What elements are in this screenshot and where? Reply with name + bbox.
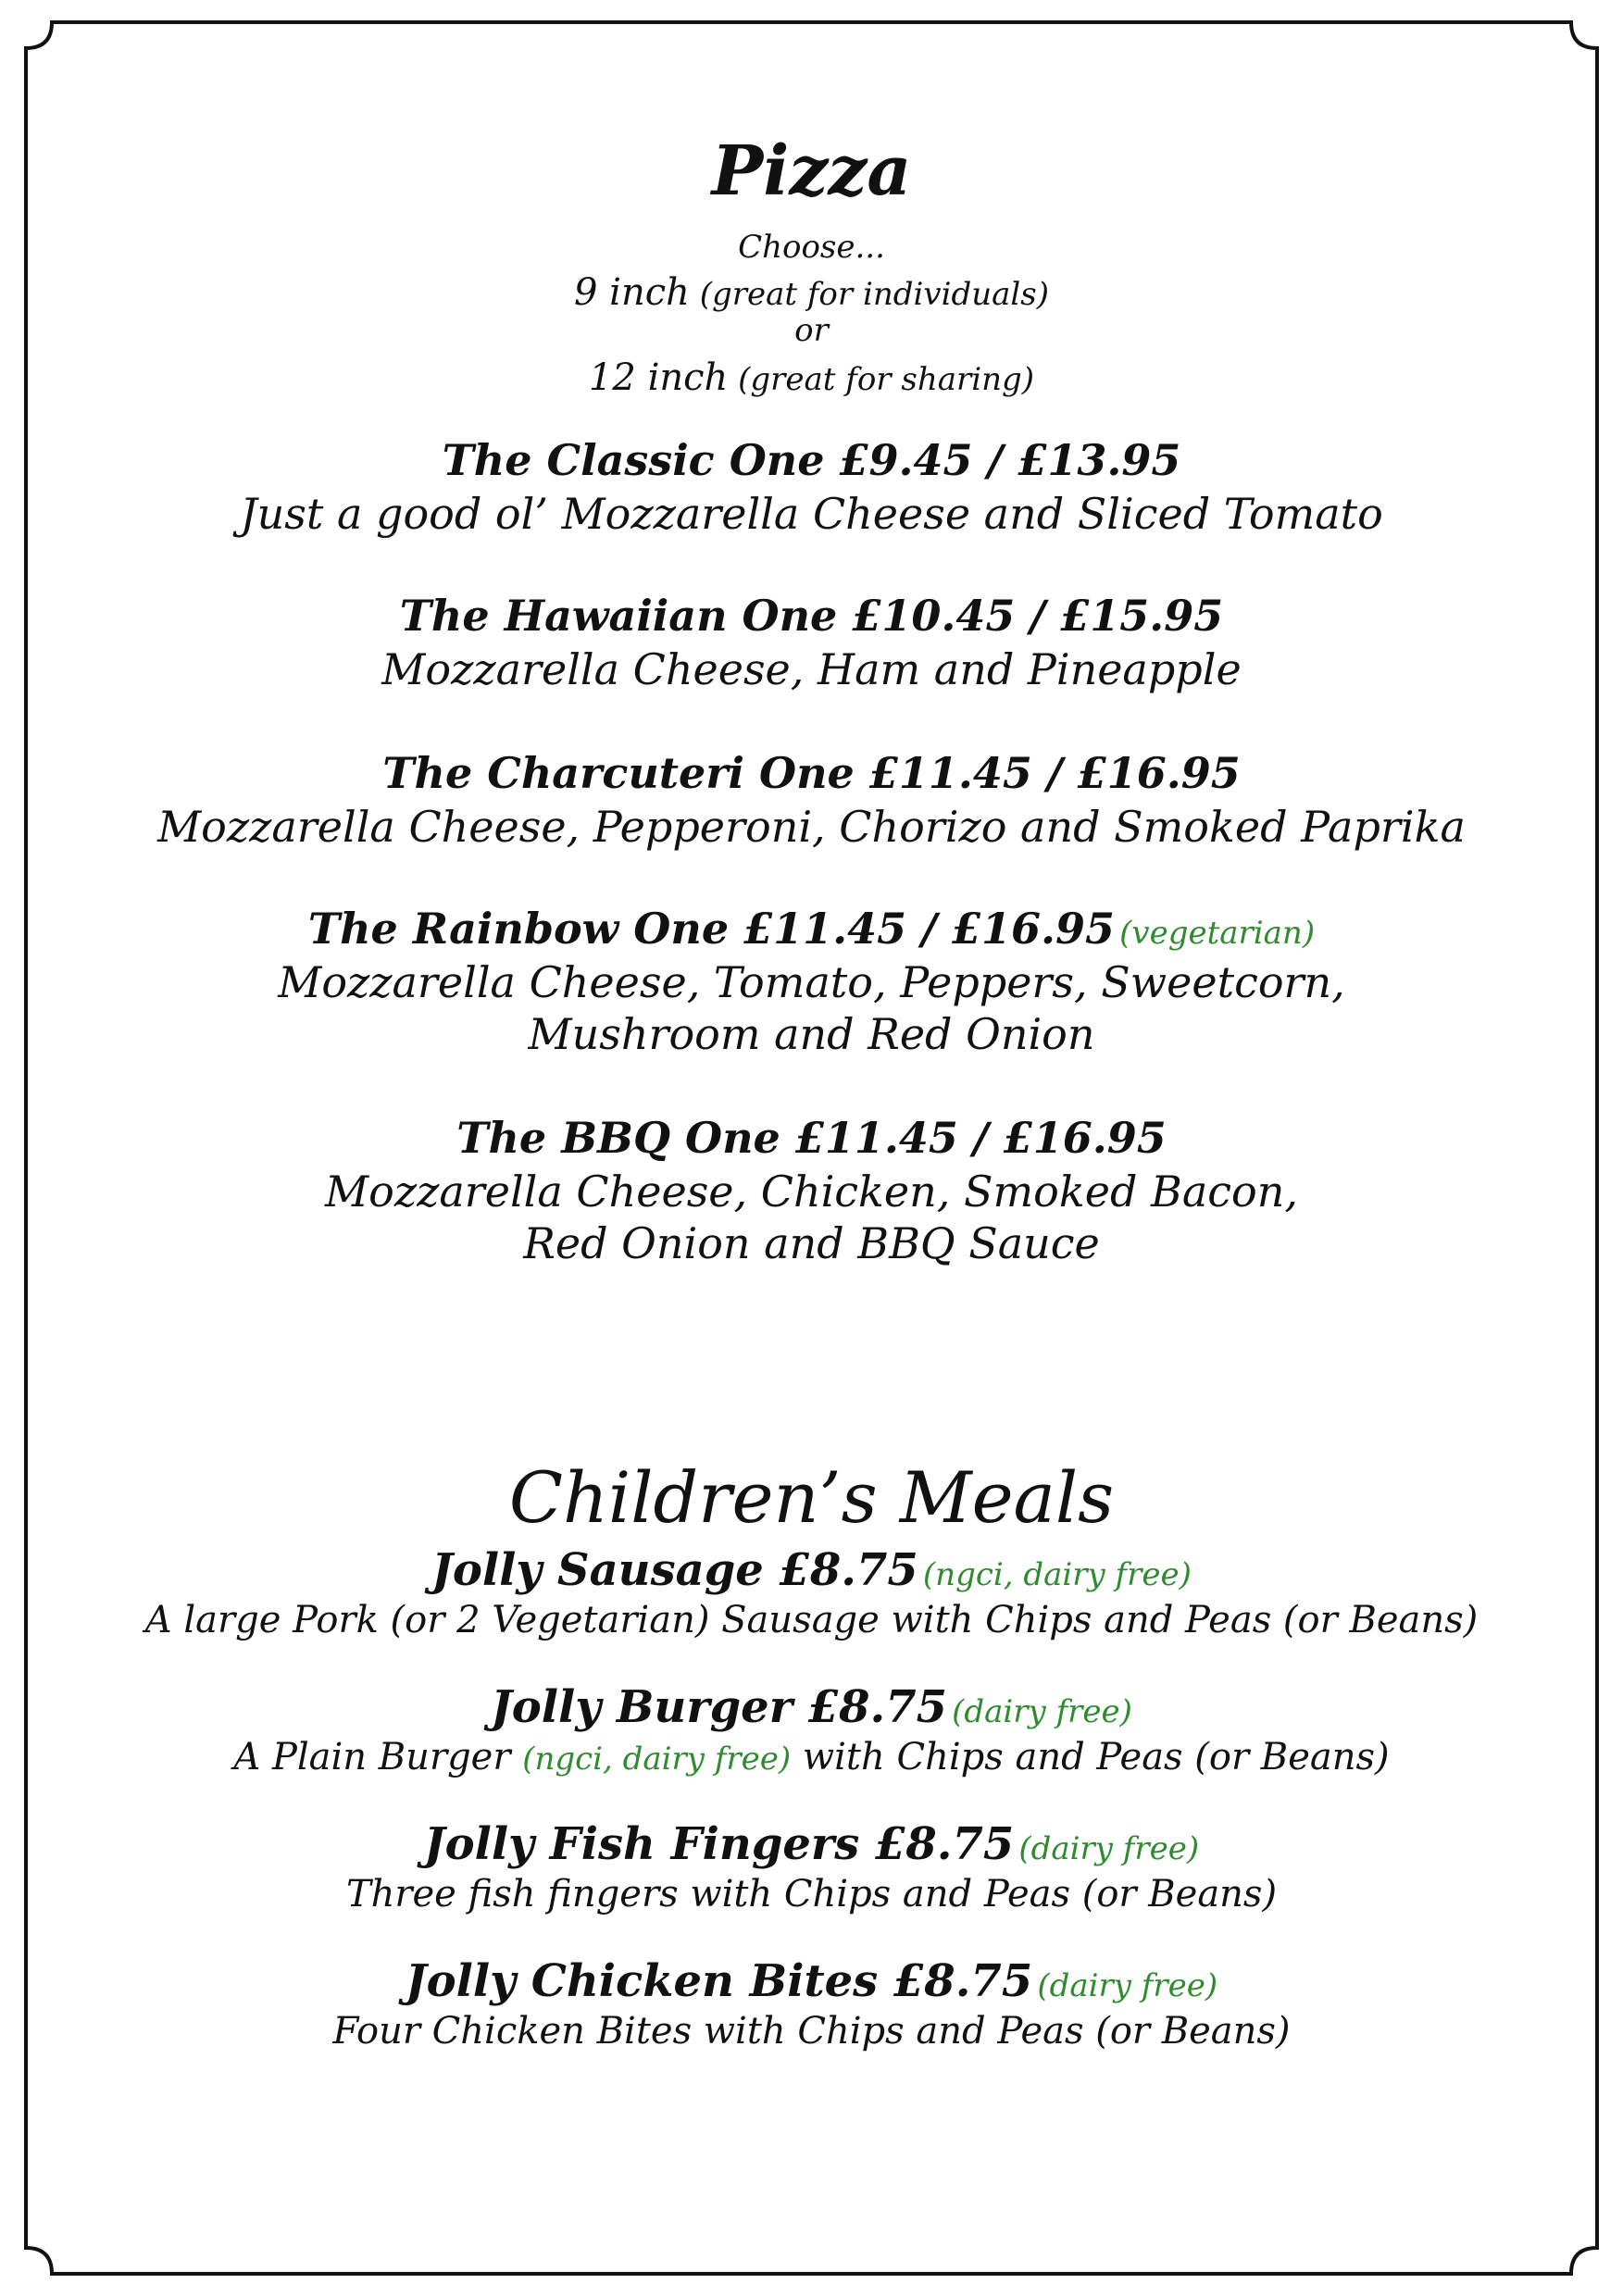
dietary-note: (ngci, dairy free): [922, 1556, 1192, 1593]
dietary-note: (dairy free): [1018, 1830, 1200, 1867]
kids-item-desc: [0, 1736, 1623, 1778]
size-small-label: 9 inch: [574, 271, 690, 314]
dietary-note: (dairy free): [1037, 1967, 1218, 2004]
pizza-item-desc: Mozzarella Cheese, Pepperoni, Chorizo and Smoked Paprika: [157, 802, 1466, 852]
kids-item-desc: Three fish fingers with Chips and Peas (or Beans): [345, 1873, 1278, 1915]
pizza-item-header: [0, 904, 1623, 954]
pizza-item-name: The Hawaiian One £10.45 / £15.95: [399, 591, 1224, 641]
children-section-title: Children’s Meals: [508, 1456, 1115, 1539]
pizza-item-desc: Just a good ol’ Mozzarella Cheese and Sliced Tomato: [240, 489, 1383, 539]
pizza-intro-or: or: [794, 312, 829, 349]
size-large-label: 12 inch: [588, 356, 729, 399]
kids-desc-post: with Chips and Peas (or Beans): [791, 1736, 1390, 1778]
pizza-item-desc: Mozzarella Cheese, Ham and Pineapple: [381, 644, 1242, 694]
kids-item-name: Jolly Chicken Bites £8.75: [405, 1955, 1033, 2007]
pizza-intro-choose: Choose...: [738, 229, 885, 266]
size-large-note: (great for sharing): [738, 361, 1035, 398]
pizza-intro-size-small: [0, 271, 1623, 314]
dietary-note: (dairy free): [952, 1693, 1132, 1730]
kids-desc-pre: A Plain Burger: [233, 1736, 523, 1778]
pizza-intro-size-large: [0, 356, 1623, 399]
pizza-item-name: The Charcuteri One £11.45 / £16.95: [382, 748, 1241, 798]
pizza-item-desc: Mushroom and Red Onion: [528, 1009, 1095, 1059]
kids-item-header: [0, 1955, 1623, 2007]
pizza-section-title: Pizza: [711, 131, 912, 211]
kids-item-header: [0, 1681, 1623, 1733]
size-small-note: (great for individuals): [699, 276, 1049, 313]
kids-item-name: Jolly Fish Fingers £8.75: [423, 1818, 1015, 1870]
pizza-item-name: The BBQ One £11.45 / £16.95: [456, 1113, 1167, 1163]
kids-item-name: Jolly Burger £8.75: [491, 1681, 948, 1733]
kids-item-desc: A large Pork (or 2 Vegetarian) Sausage with Chips and Peas (or Beans): [144, 1599, 1479, 1641]
kids-item-desc: Four Chicken Bites with Chips and Peas (or Beans): [332, 2010, 1291, 2053]
pizza-item-desc: Red Onion and BBQ Sauce: [523, 1218, 1100, 1268]
pizza-item-desc: Mozzarella Cheese, Tomato, Peppers, Sweetcorn,: [278, 957, 1345, 1007]
kids-item-header: [0, 1544, 1623, 1596]
dietary-note: (ngci, dairy free): [522, 1741, 792, 1778]
vegetarian-note: (vegetarian): [1119, 915, 1316, 952]
pizza-item-name: The Rainbow One £11.45 / £16.95: [307, 904, 1116, 954]
kids-item-name: Jolly Sausage £8.75: [431, 1544, 918, 1596]
pizza-item-desc: Mozzarella Cheese, Chicken, Smoked Bacon,: [325, 1167, 1298, 1217]
kids-item-header: [0, 1818, 1623, 1870]
pizza-item-name: The Classic One £9.45 / £13.95: [442, 435, 1181, 485]
